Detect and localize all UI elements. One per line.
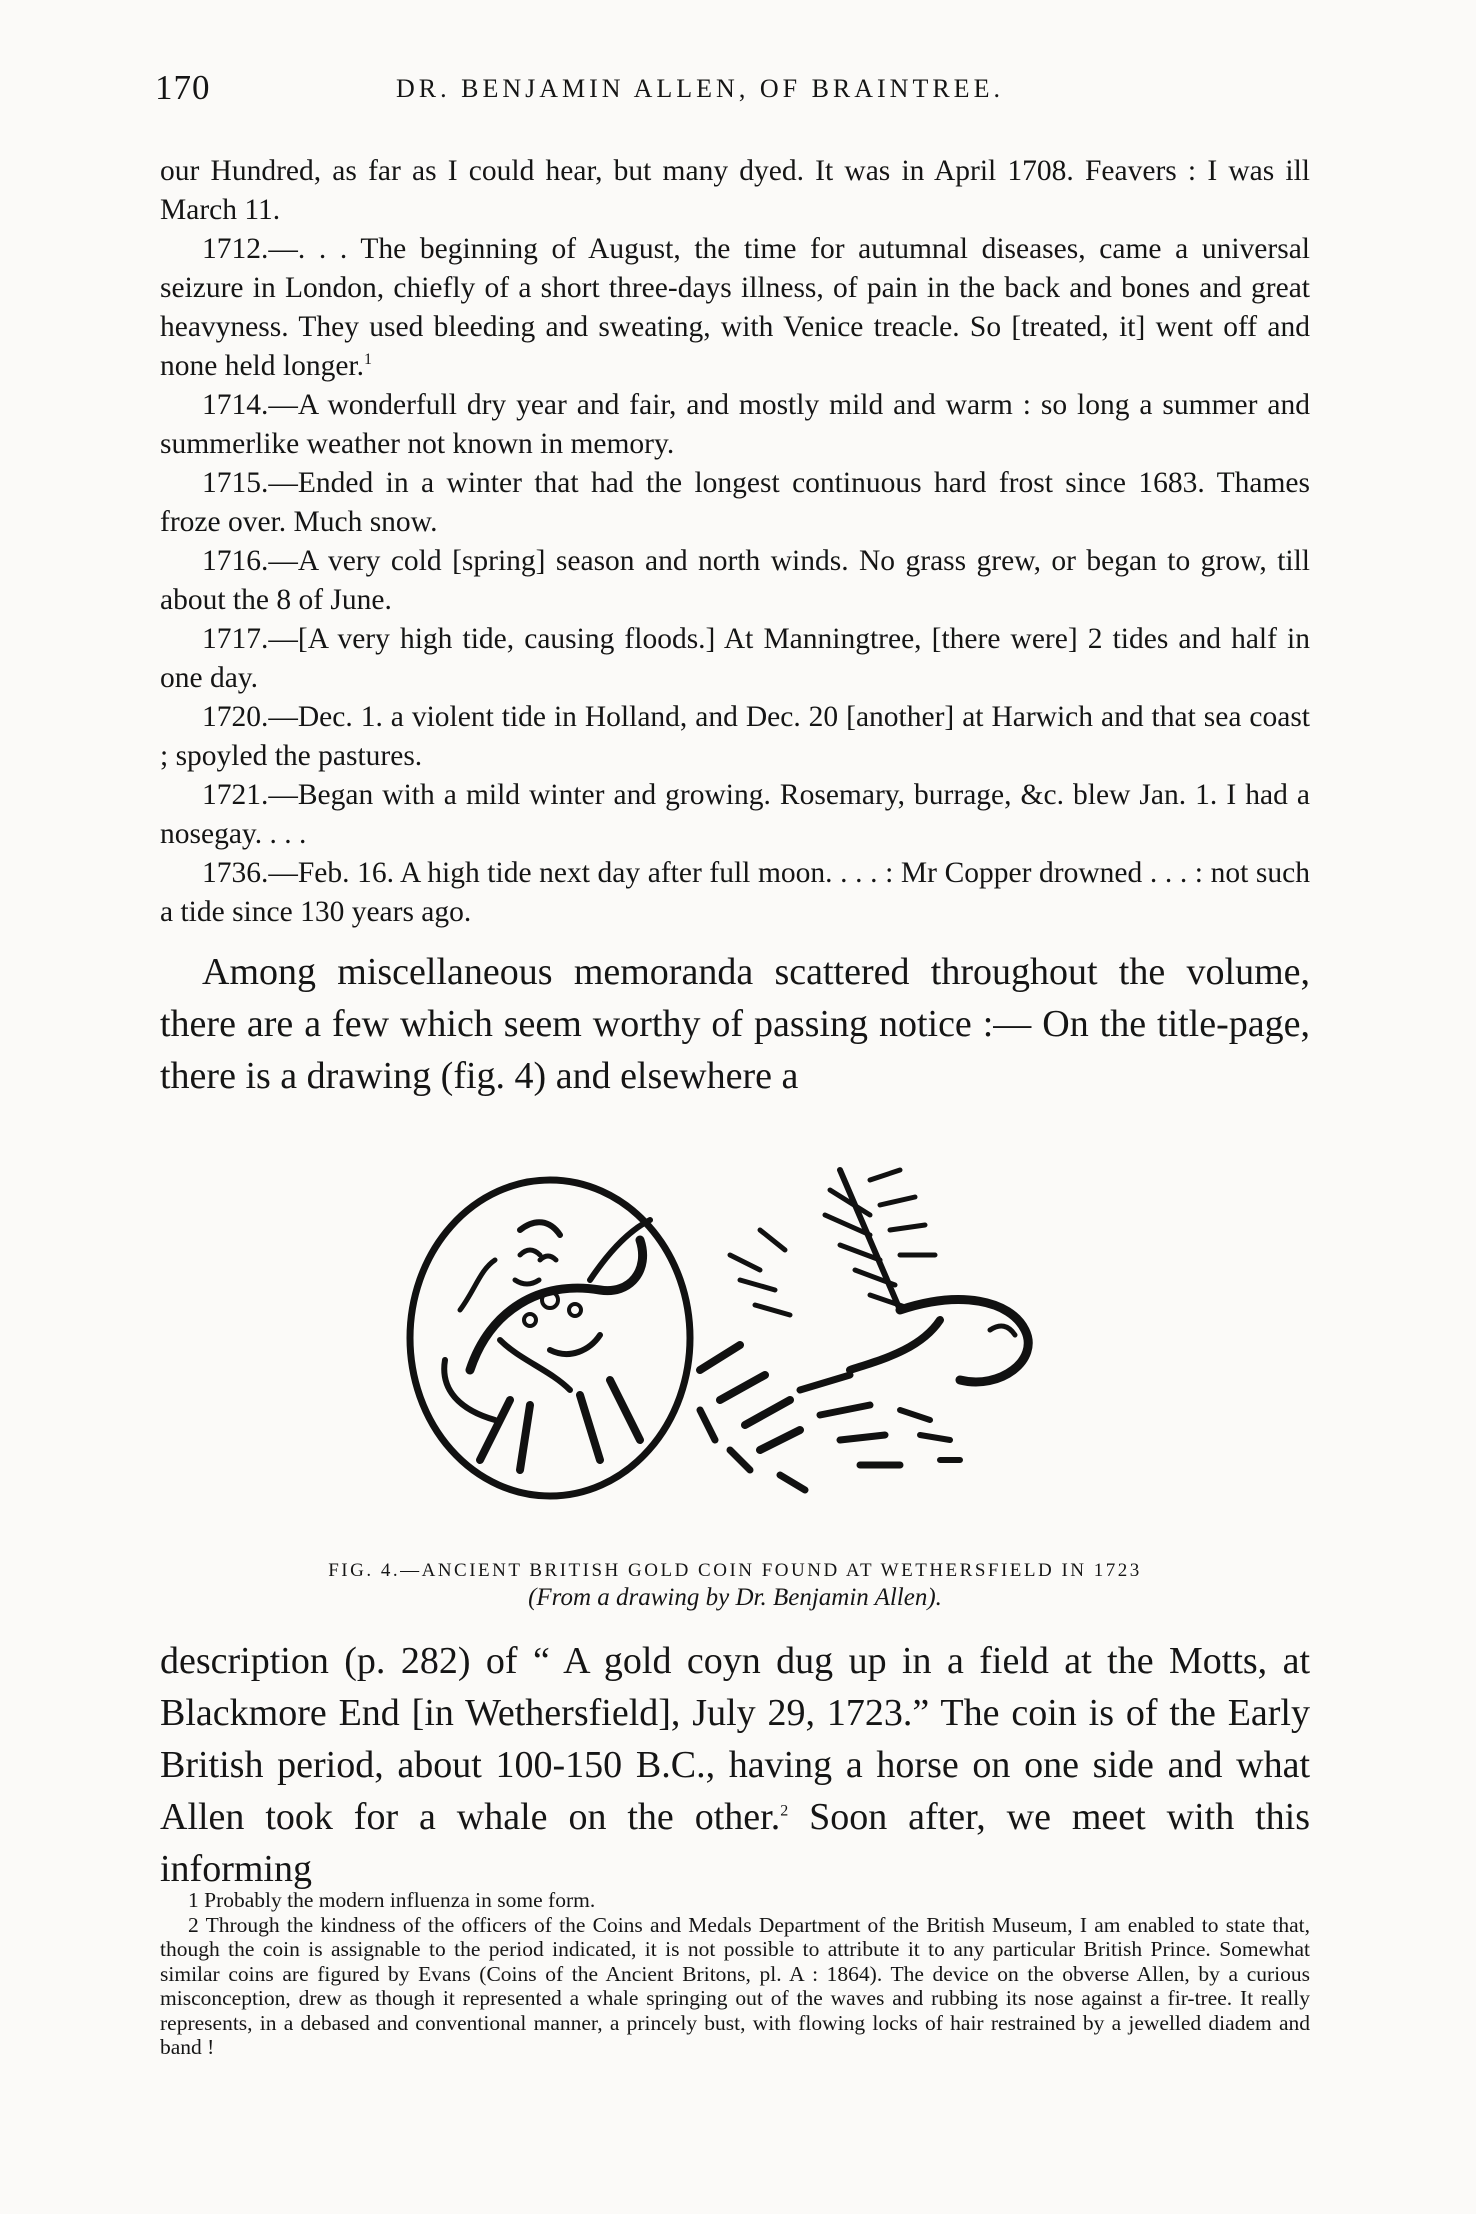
footnote-marker-2: 2 bbox=[780, 1802, 789, 1820]
entry-1715: 1715.—Ended in a winter that had the longest continuous hard frost since 1683. Thames froze over. Much snow. bbox=[160, 467, 1310, 538]
entry-1712: 1712.—. . . The beginning of August, the time for autumnal diseases, came a universal seizure in London, chiefly of a short three-days illness, of pain in the back and bones and great heavyness. They used bleeding and sweating, with Venice treacle. So [treated, it] went off and none held longer.$^1$ bbox=[160, 233, 1310, 382]
body-paragraph-2: description (p. 282) of “ A gold coyn dug up in a field at the Motts, at Blackmore End [in Wethersfield], July 29, 1723.” The coin is of the Early British period, about 100-150 B.C., having a horse on one side and what Allen took for a whale on the other.$^2$ Soon after, we meet with this informing bbox=[160, 1640, 1311, 1890]
chronicle-entries bbox=[160, 152, 1310, 932]
figure-caption-title: FIG. 4.—ANCIENT BRITISH GOLD COIN FOUND AT WETHERSFIELD IN 1723 bbox=[328, 1560, 1142, 1581]
footnote-marker-1: 1 bbox=[364, 351, 372, 369]
footnote-1: 1 Probably the modern influenza in some form. bbox=[188, 1888, 596, 1912]
entry-1717: 1717.—[A very high tide, causing floods.] At Manningtree, [there were] 2 tides and half in one day. bbox=[160, 623, 1310, 694]
entry-1721: 1721.—Began with a mild winter and growing. Rosemary, burrage, &c. blew Jan. 1. I had a nosegay. . . . bbox=[160, 779, 1310, 850]
figure-caption-credit: (From a drawing by Dr. Benjamin Allen). bbox=[528, 1584, 942, 1611]
figure-caption bbox=[160, 1560, 1310, 1612]
entry-1716: 1716.—A very cold [spring] season and north winds. No grass grew, or began to grow, till about the 8 of June. bbox=[160, 545, 1310, 616]
entry-1720: 1720.—Dec. 1. a violent tide in Holland, and Dec. 20 [another] at Harwich and that sea coast ; spoyled the pastures. bbox=[160, 701, 1310, 772]
body-paragraph-1: Among miscellaneous memoranda scattered throughout the volume, there are a few which seem worthy of passing notice :— On the title-page, there is a drawing (fig. 4) and elsewhere a bbox=[160, 951, 1310, 1097]
entry-1714: 1714.—A wonderfull dry year and fair, and mostly mild and warm : so long a summer and summerlike weather not known in memory. bbox=[160, 389, 1310, 460]
coin-drawing-figure bbox=[400, 1160, 1120, 1510]
entry-1708: our Hundred, as far as I could hear, but many dyed. It was in April 1708. Feavers : I was ill March 11. bbox=[160, 155, 1310, 226]
coin-whale-side bbox=[700, 1170, 1028, 1490]
running-head: DR. BENJAMIN ALLEN, OF BRAINTREE. bbox=[396, 74, 1004, 103]
entry-1736: 1736.—Feb. 16. A high tide next day after full moon. . . . : Mr Copper drowned . . . : not such a tide since 130 years ago. bbox=[160, 857, 1310, 928]
coin-horse-side bbox=[410, 1180, 690, 1496]
footnote-2: 2 Through the kindness of the officers of the Coins and Medals Department of the British Museum, I am enabled to state that, though the coin is assignable to the period indicated, it is not possible to attribute it to any particular British Prince. Somewhat similar coins are figured by Evans (Coins of the Ancient Britons, pl. A : 1864). The device on the obverse Allen, by a curious misconception, drew as though it represented a whale springing out of the waves and rubbing its nose against a fir-tree. It really represents, in a debased and conventional manner, a princely bust, with flowing locks of hair restrained by a jewelled diadem and band ! bbox=[160, 1912, 1310, 2059]
footnotes bbox=[160, 1888, 1310, 2060]
page-number: 170 bbox=[155, 68, 211, 107]
